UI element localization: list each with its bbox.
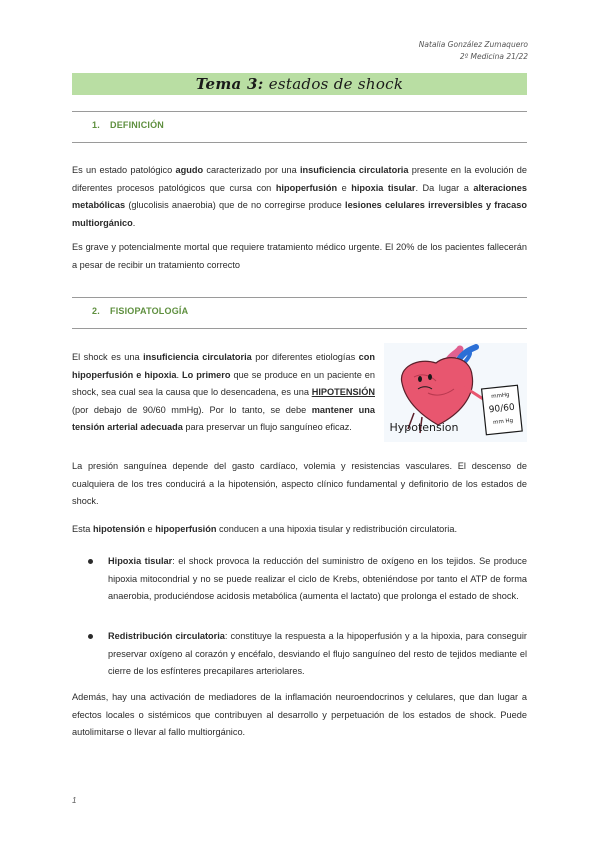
text-run: caracterizado por una — [203, 165, 300, 175]
text-run: e — [145, 524, 156, 534]
text-run: que se produce en un paciente en shock, sea cual sea la causa que lo desencadena, es una — [72, 369, 376, 397]
text-run: . — [176, 369, 183, 380]
meter-unit: mm Hg — [492, 417, 514, 426]
bold-text: hipoperfusión — [275, 182, 338, 193]
definition-paragraph — [72, 162, 527, 232]
bold-text: Lo primero — [182, 369, 231, 380]
bold-text: hipotensión — [92, 524, 145, 534]
list-item-text — [108, 556, 527, 601]
author-header — [419, 39, 528, 63]
section-number: 2. — [92, 306, 100, 316]
author-name: Natalia González Zumaquero — [418, 40, 528, 49]
document-title — [196, 75, 404, 93]
hypotension-heart-illustration — [384, 343, 527, 442]
title-prefix: Tema 3: — [195, 75, 264, 93]
title-text: estados de shock — [268, 75, 404, 93]
list-item-redistribucion-circulatoria — [108, 628, 527, 681]
text-run: Además, hay una activación de mediadores de la inflamación neuroendocrinos y celulares, que dan lugar a efectos locales o sistémicos que contribuyen al desarrollo y perpetuación de los estados de shock. Puede autolimitarse o llevar al fallo multiorgánico. — [72, 692, 527, 737]
bold-text: con hipoperfusión e hipoxia — [72, 352, 375, 380]
text-run: La presión sanguínea depende del gasto cardíaco, volemia y resistencias vasculares. El descenso de cualquiera de los tres conducirá a la hipotensión, aspecto clínico fundamental y definitorio de los estados de shock. — [72, 461, 527, 506]
blood-pressure-meter-icon — [482, 385, 523, 435]
text-run: Es un estado patológico — [72, 165, 176, 175]
section-rule-bottom — [72, 142, 527, 143]
section-rule-top — [72, 297, 527, 298]
section-rule-top — [72, 111, 527, 112]
section-number: 1. — [92, 120, 100, 130]
text-run: : constituye la respuesta a la hipoperfusión y a la hipoxia, para conseguir preservar oxígeno al corazón y encéfalo, desviando el flujo sanguíneo del resto de tejidos mediante el cierre de los esfínteres precapilares arteriolares. — [108, 631, 527, 676]
text-run: por diferentes etiologías — [251, 352, 359, 362]
text-run: e — [337, 182, 352, 193]
inflammation-paragraph — [72, 689, 527, 742]
text-run: . — [132, 217, 136, 228]
text-run: (glucolisis anaerobia) que de no corregirse produce — [125, 200, 346, 210]
bold-text: insuficiencia circulatoria — [143, 352, 252, 362]
bold-text: hipoperfusión — [155, 524, 217, 534]
text-run: El shock es una — [72, 352, 144, 362]
text-run: conducen a una hipoxia tisular y redistribución circulatoria. — [216, 524, 458, 534]
eye-icon — [418, 376, 422, 382]
bold-text: hipoxia tisular — [351, 182, 416, 193]
text-run: : el shock provoca la reducción del suministro de oxígeno en los tejidos. Se produce hipoxia mitocondrial y no se puede realizar el ciclo de Krebs, obteniéndose por tanto el ATP de forma anaerobia, produciéndose acidosis metabólica (aumenta el lactato) que prolonga el estado de shock. — [108, 556, 527, 601]
text-run: (por debajo de 90/60 mmHg). Por lo tanto, se debe — [72, 404, 312, 415]
meter-value: 90/60 — [488, 402, 516, 416]
bullet-icon — [88, 559, 93, 564]
section-title: DEFINICIÓN — [110, 120, 165, 130]
meter-top-label: mmHg — [490, 392, 510, 401]
text-run: Es grave y potencialmente mortal que requiere tratamiento médico urgente. El 20% de los pacientes fallecerán a pesar de recibir un tratamiento correcto — [72, 242, 527, 270]
section-rule-bottom — [72, 328, 527, 329]
bold-text: agudo — [175, 165, 204, 175]
bold-text: alteraciones metabólicas — [72, 182, 527, 210]
list-item-text — [108, 631, 527, 676]
bold-text: HIPOTENSIÓN — [311, 387, 375, 397]
section-heading-fisiopatologia — [92, 306, 188, 316]
bold-text: lesiones celulares irreversibles y fracaso multiorgánico — [72, 200, 527, 228]
bullet-icon — [88, 634, 93, 639]
text-run: presente en la evolución de diferentes procesos patológicos que cursa con — [72, 165, 527, 193]
bold-text: mantener una tensión arterial adecuada — [72, 404, 375, 432]
section-title: FISIOPATOLOGÍA — [110, 306, 189, 316]
text-run: para preservar un flujo sanguíneo eficaz. — [182, 422, 352, 432]
list-item-hipoxia-tisular — [108, 553, 527, 606]
hypoxia-redistribution-paragraph — [72, 521, 527, 539]
mortality-paragraph — [72, 239, 527, 274]
eye-icon — [428, 374, 432, 380]
bold-text: Redistribución circulatoria — [108, 631, 225, 641]
course-label: 2º Medicina 21/22 — [459, 52, 528, 61]
text-run: . Da lugar a — [415, 182, 474, 193]
blood-pressure-paragraph — [72, 458, 527, 511]
hypotension-caption: Hypotension — [389, 421, 459, 434]
title-band — [72, 73, 527, 95]
section-heading-definicion — [92, 120, 164, 130]
page-number: 1 — [72, 796, 77, 805]
text-run: Esta — [72, 524, 93, 534]
shock-intro-paragraph — [72, 349, 375, 437]
bold-text: insuficiencia circulatoria — [299, 165, 409, 175]
bold-text: Hipoxia tisular — [108, 556, 173, 566]
